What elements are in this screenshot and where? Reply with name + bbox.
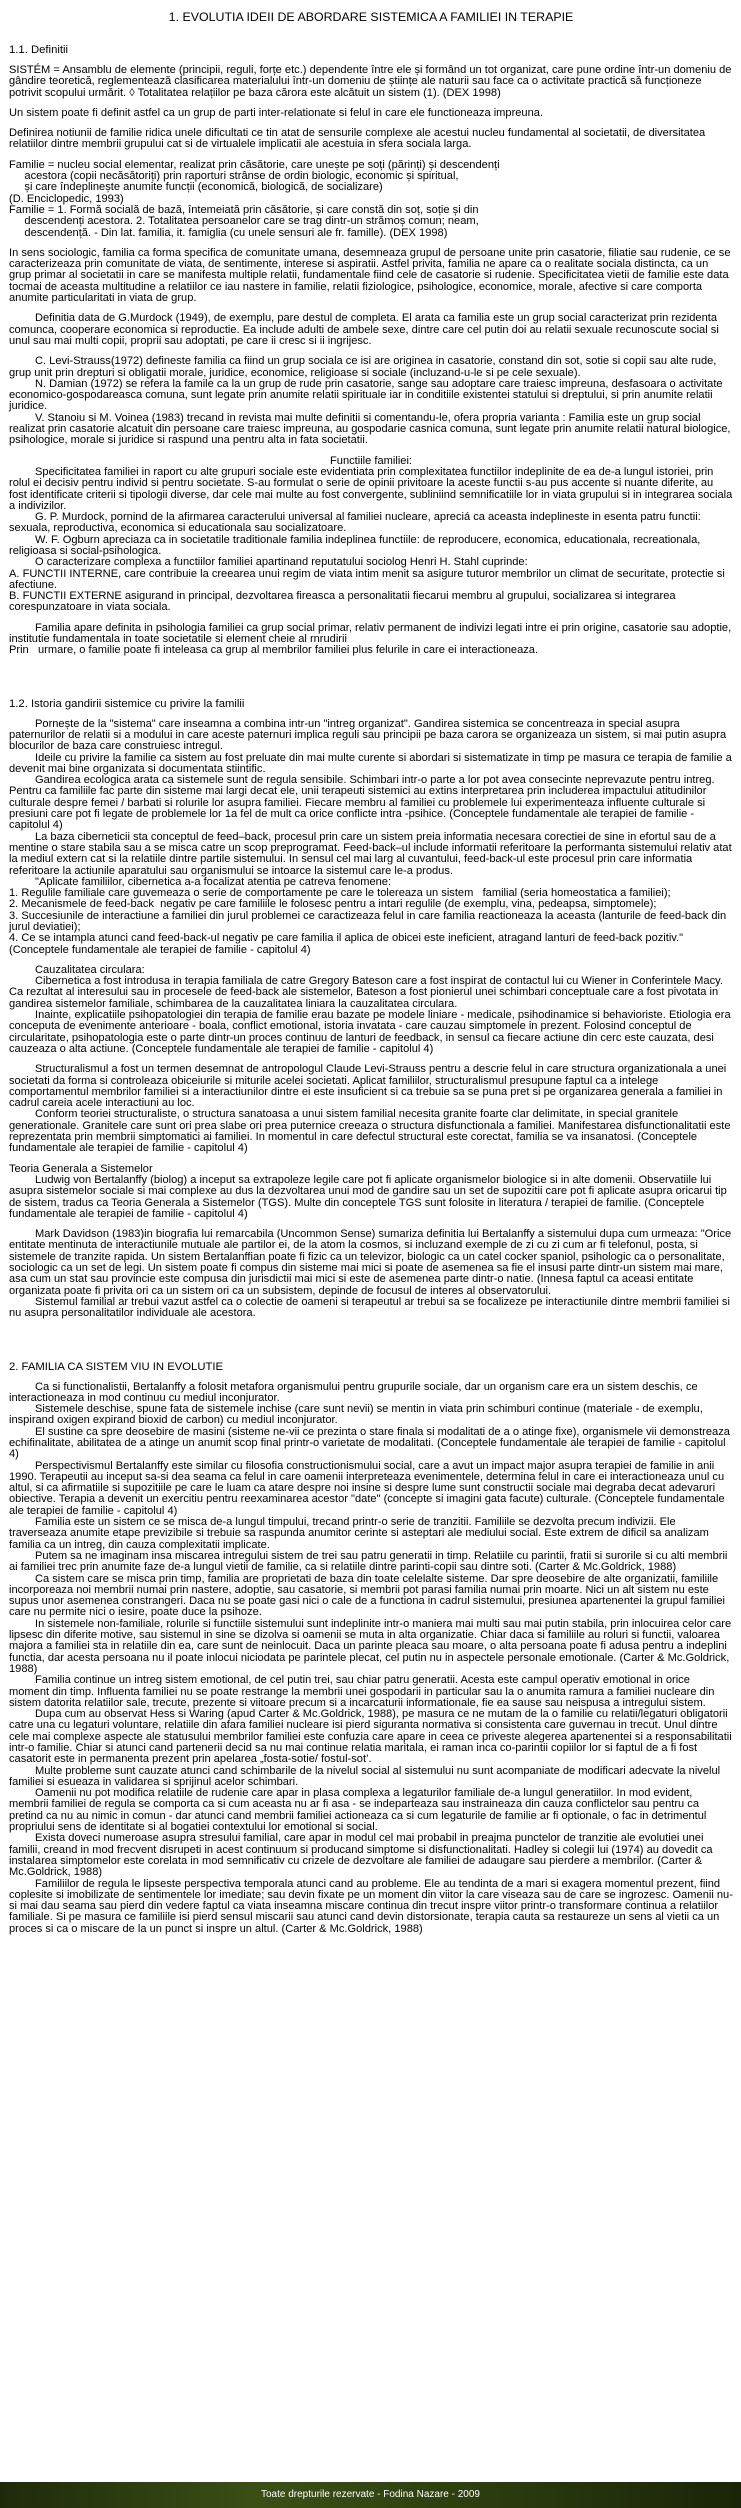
section-heading-familia: 2. FAMILIA CA SISTEM VIU IN EVOLUTIE: [9, 1360, 224, 1373]
paragraph: Ca si functionalistii, Bertalanffy a folosit metafora organismului pentru grupurile sociale, dar un organism care era un sistem deschis, ce interactioneaza in mod continuu cu mediul inconjurator.: [9, 1380, 698, 1404]
subheading-cauzalitate: Cauzalitatea circulara:: [35, 963, 145, 976]
paragraph: Cibernetica a fost introdusa in terapia familiala de catre Gregory Bateson care a fost inspirat de contactul lui cu Wiener in Conferintele Macy. Ca rezultat al interesului sau in procesele de feed-back ale sistemelor, Bateson a fost pionierul unei schimbari conceptuale care a fost pivotata in gandirea sistemelor familiale, schimbarea de la cauzalitatea liniara la cauzalitatea circulara.: [9, 975, 723, 1010]
paragraph: Multe probleme sunt cauzate atunci cand schimbarile de la nivelul social al sistemului nu sunt acompaniate de modificari adecvate la nivelul familiei si esueaza in validarea si sprijinul acelor schimbari.: [9, 1764, 721, 1788]
paragraph: G. P. Murdock, pornind de la afirmarea caracterului universal al familiei nucleare, apreciá ca aceasta indeplineste in esenta patru functii: sexuala, reproductiva, economica si educationala sau socializatoare.: [9, 511, 701, 535]
paragraph: Ideile cu privire la familie ca sistem au fost preluate din mai multe curente si abordari si sistematizate in timp pe masura ce terapia de familie a devenit mai bine organizata si documentata stiintific.: [9, 751, 732, 775]
paragraph: El sustine ca spre deosebire de masini (sisteme ne-vii ce prezinta o stare finala si modalitati de a o atinge fixe), organismele vii demonstreaza echifinalitate, abilitatea de a atinge un anumit scop final printr-o varietate de modalitati. (Conceptele fundamentale ale terapiei de familie - capitolul 4): [9, 1425, 730, 1461]
paragraph: Definitia data de G.Murdock (1949), de exemplu, pare destul de completa. El arata ca familia este un grup social caracterizat prin rezidenta comunca, cooperare economica si reproductie. Ea include adulti de ambele sexe, dintre care cel putin doi au relatii sexuale recunoscute social si unul sau mai multi copii, proprii sau adoptati, pe care ii cresc si ii ingrijesc.: [9, 312, 719, 347]
document-page: [9, 10, 733, 1935]
subheading-tgs: Teoria Generala a Sistemelor: [9, 1162, 153, 1175]
footer-copyright: Toate drepturile rezervate - Fodina Nazare - 2009: [260, 2489, 480, 2500]
paragraph: Perspectivismul Bertalanffy este similar cu filosofia constructionismului social, care a avut un impact major asupra terapiei de familie in anii 1990. Terapeutii au inceput sa-si dea seama ca felul in care oamenii interpreteaza evenimentele, determina felul in care ei interactioneaza unul cu altul, si ca afirmatiile si supozitiile pe care le luam ca atare despre noi insine si despre lume sunt constructii sociale mai degraba decat adevaruri obiective. Terapia a devenit un exercitiu pentru reexaminarea acestor "date" (concepte si imagini gata facute) culturale. (Conceptele fundamentale ale terapiei de familie - capitolul 4): [9, 1459, 725, 1517]
paragraph: Inainte, explicatiile psihopatologiei din terapia de familie erau bazate pe modele liniare - medicale, psihodinamice si behavioriste. Etiologia era conceputa de evenimente anterioare - boala, conflict emotional, istoria invatata - care cauzau simptomele in prezent. Folosind conceptul de circularitate, psihopatologia este o parte dintr-un proces continuu de lanturi de feedback, in sensul ca fiecare actiune din cerc este cauzata, desi cauzeaza o alta actiune. (Conceptele fundamentale ale terapiei de familie - capitolul 4): [9, 1009, 731, 1055]
footer-bar: [0, 2482, 741, 2508]
subheading-functii: Functiile familiei:: [330, 454, 412, 467]
document-title: 1. EVOLUTIA IDEII DE ABORDARE SISTEMICA A FAMILIEI IN TERAPIE: [168, 10, 574, 24]
section-heading-definitii: 1.1. Definitii: [9, 44, 69, 56]
paragraph: Definirea notiunii de familie ridica unele dificultati ce tin atat de sensurile complexe ale acestui nucleu fundamental al societatii, de diversitatea relatiilor dintre membrii grupului cat si de virtualele implicatii ale acestuia in sfera sociala larga.: [9, 127, 706, 151]
paragraph: Mark Davidson (1983)in biografia lui remarcabila (Uncommon Sense) sumariza definitia lui Bertalanffy a sistemului dupa cum urmeaza: "Orice entitate mentinuta de interactiunile mutuale ale partilor ei, de la atom la cosmos, si incluzand exemple de zi cu zi cum ar fi telefonul, posta, si sistemele de tranzite rapida. Un sistem Bertalanffian poate fi fizic ca un televizor, biologic ca un catel cocker spaniol, psihologic ca o personalitate, sociologic ca un set de legi. Un sistem poate fi compus din sisteme mai mici si poate de asemenea sa fie el insusi parte dintr-un sistem mai mare, asa cum un stat sau provincie este compusa din jurisdictii mai mici si este de asemenea parte dintr-o natie. (Innesa faptul ca aceasi entitate organizata poate fi privita ori ca un sistem ori ca un subsistem, depinde de focusul de interes al observatorului.: [9, 1228, 732, 1297]
paragraph: N. Damian (1972) se refera la famile ca la un grup de rude prin casatorie, sange sau adoptare care traiesc impreuna, desfasoara o activitate economico-gospodareasca comuna, sunt legate prin anumite relatii spirituale iar in conditiile existentei statului si dreptului, si prin anumite relatii juridice.: [9, 377, 723, 413]
paragraph: C. Levi-Strauss(1972) defineste familia ca fiind un grup sociala ce isi are originea in casatorie, constand din sot, sotie si copii sau alte rude, grup unit prin drepturi si obligatii morale, juridice, economice, religioase si sociale (incluzand-u-le si pe cele sexuale).: [9, 355, 717, 379]
paragraph: Un sistem poate fi definit astfel ca un grup de parti inter-relationate si felul in care ele functioneaza impreuna.: [9, 106, 544, 119]
paragraph: Gandirea ecologica arata ca sistemele sunt de regula sensibile. Schimbari intr-o parte a lor pot avea consecinte neprevazute pentru intreg. Pentru ca familiile fac parte din sisteme mai largi decat ele, unii terapeuti sistemici au extins interpretarea prin includerea impactului atitudinilor culturale despre femei / barbati si rolurile lor asupra familiei. Fiecare membru al familiei cu problemele lui experimenteaza influente culturale si presiuni care pot fi legate de problemele lor 1a fel de mult ca orice conflicte intra -psihice. (Conceptele fundamentale ale terapiei de familie - capitolul 4): [9, 774, 715, 832]
paragraph: Ca sistem care se misca prin timp, familia are proprietati de baza din toate celelalte sisteme. Dar spre deosebire de alte organizatii, familiile incorporeaza noi membrii numai prin nastere, adoptie, sau casatorie, si membrii pot parasi familia numai prin moarte. Nici un alt sistem nu este supus unor asemenea constrangeri. Daca nu se poate gasi nici o cale de a functiona in cadrul sistemului, presiunea apartenentei la grupul familiei care nu permite nici o iesire, poate duce la psihoze.: [9, 1572, 725, 1619]
paragraph: Exista doveci numeroase asupra stresului familial, care apar in modul cel mai probabil in preajma punctelor de tranzitie ale evolutiei unei familii, creand in mod frecvent disrupeti in acest continuum si producand simptome si disfunctionalitati. Hadley si colegii lui (1974) au dovedit ca instalarea simptomelor este corelata in mod semnificativ cu crizele de dezvoltare ale familiei de adaugare sau pierdere a membrilor. (Carter & Mc.Goldrick, 1988): [9, 1832, 713, 1879]
paragraph: Sistemele deschise, spune fata de sistemele inchise (care sunt nevii) se mentin in viata prin schimburi continue (materiale - de exemplu, inspirand oxigen expirand bioxid de carbon) cu mediul inconjurator.: [9, 1403, 703, 1427]
paragraph: Conform teoriei structuraliste, o structura sanatoasa a unui sistem familial necesita granite foarte clar delimitate, in special granitele generationale. Granitele care sunt ori prea slabe ori prea puternice creeaza o structura disfunctionala a familiei. Manifestarea disfunctionalitatii este reprezentata prin membrii simptomatici ai familiei. In momentul in care defectul structural este corectat, familia se va insanatosi. (Conceptele fundamentale ale terapiei de familie - capitolul 4): [9, 1108, 731, 1155]
paragraph: SISTÉM = Ansamblu de elemente (principii, reguli, forțe etc.) dependente între ele și formând un tot organizat, care pune ordine într-un domeniu de gândire teoretică, reglementează clasificarea materialului într-un domeniu de științe ale naturii sau face ca o activitate practică să funcționeze potrivit scopului urmărit. ◊ Totalitatea relațiilor pe baza cărora este alcătuit un sistem (1). (DEX 1998): [9, 64, 732, 99]
section-heading-istoria: 1.2. Istoria gandirii sistemice cu privire la familii: [9, 697, 245, 710]
paragraph: Structuralismul a fost un termen desemnat de antropologul Claude Levi-Strauss pentru a descrie felul in care structura organizationala a unei societati da forma si controleaza obiceiurile si miturile acelei societati. Aplicat familiilor, structuralismul presupune faptul ca a intelege comportamentul membrilor familiei si a interactiunilor dintre ei este insuficient si ca trebuie sa se puna pret si pe organizarea generala a familiei in cadrul careia acele interactiuni au loc.: [9, 1063, 727, 1110]
paragraph: V. Stanoiu si M. Voinea (1983) trecand in revista mai multe definitii si comentandu-le, ofera propria varianta : Familia este un grup social realizat prin casatorie alcatuit din persoane care traiesc impreuna, au gospodarie casnica comuna, sunt legate prin anumite relatii natural biologice, psihologice, morale si juridice si raspund una pentru alta in fata societatii.: [9, 411, 731, 447]
paragraph: In sistemele non-familiale, rolurile si functiile sistemului sunt indeplinite intr-o maniera mai multi sau mai putin stabila, prin inlocuirea celor care lipsesc din diferite motive, sau sistemul in sine se dizolva si oamenii se muta in alta organizatie. Chiar daca si familiile au roluri si functii, valoarea majora a familiei sta in relatiile din ea, care sunt de neinlocuit. Daca un parinte pleaca sau moare, o alta persoana poate fi adusa pentru a indeplini functia, dar acesta persoana nu il poate inlocui niciodata pe parintele plecat, cel putin nu in aspectele personale emotionale. (Carter & Mc.Goldrick, 1988): [9, 1617, 732, 1675]
paragraph: Pornește de la "sistema" care inseamna a combina intr-un "intreg organizat". Gandirea sistemica se concentreaza in special asupra paternurilor de relatii si a modului in care aceste paternuri implica reguli sau principii pe baza carora se organizeaza un sistem, si mai putin asupra blocurilor de baza care construiesc intregul.: [9, 717, 727, 753]
paragraph: Familia este un sistem ce se misca de-a lungul timpului, trecand printr-o serie de tranzitii. Familiile se dezvolta precum indivizii. Ele traverseaza anumite etape previzibile si trebuie sa raspunda anumitor cerinte si asteptari ale mediului social. Este extrem de dificil sa analizam familia ca un intreg, din cauza complexitatii implicate.: [9, 1516, 709, 1551]
paragraph: Oamenii nu pot modifica relatiile de rudenie care apar in plasa complexa a legaturilor familiale de-a lungul generatiilor. In mod evident, membrii familiei de regula se comporta ca si cum aceasta nu ar fi asa - se indeparteaza sau instraineaza din cauza conflictelor sau pentru ca pretind ca nu au nimic in comun - dar atunci cand membrii familiei actioneaza ca si cum legaturile de familie ar fi optionale, o fac in detrimentul propriului sens de identitate si al bogatiei contextului lor emotional si social.: [9, 1787, 707, 1834]
paragraph: La baza ciberneticii sta conceptul de feed–back, procesul prin care un sistem preia informatia necesara corectiei de sine in efortul sau de a mentine o stare stabila sau a se misca catre un scop preprogramat. Feed-back–ul include informatii referitoare la performanta sistemului relativ atat la mediul extern cat si la relatiile dintre partile sistemului. In sensul cel mai larg al cuvantului, feed-back-ul este procesul prin care informatia referitoare la actiunile aparatului sau organismului se intoarce la sistemul care le-a produs.: [9, 830, 732, 877]
paragraph: Familia apare definita in psihologia familiei ca grup social primar, relativ permanent de indivizi legati intre ei prin origine, casatorie sau adoptie, institutie fundamentala in toate societatile si element cheie al rnrudirii Prin urmare, o familie poate fi inteleasa ca grup al membrilor familiei plus felurile in care ei interactioneaza.: [9, 621, 732, 657]
paragraph: Familiilor de regula le lipseste perspectiva temporala atunci cand au probleme. Ele au tendinta de a mari si exagera momentul prezent, fiind coplesite si imobilizate de sentimentele lor imediate; sau devin fixate pe un moment din viitor la care viseaza sau de care se ingrozesc. Oamenii nu-si mai dau seama sau pierd din vedere faptul ca viata inseamna miscare continua din trecut inspre viitor printr-o transformare continua a relatiilor familiale. Si pe masura ce familiile isi pierd sensul miscarii sau atunci cand devin distorsionate, terapia cauta sa restaureze un sens al vietii ca un proces si ca o miscare de la un punct si inspre un altul. (Carter & Mc.Goldrick, 1988): [9, 1877, 733, 1935]
paragraph: Dupa cum au observat Hess si Waring (apud Carter & Mc.Goldrick, 1988), pe masura ce ne mutam de la o familie cu relatii/legaturi obligatorii catre una cu legaturi voluntare, relatiile din afara familiei nucleare isi pierd siguranta normativa si consistenta care guvernau in trecut. Unul dintre cele mai complexe aspecte ale statusului membrilor familiei este confuzia care apare in ceea ce priveste alegerea apartenentei si a responsabilitatii intr-o familie. Chiar si atunci cand partenerii decid sa nu mai continue relatia maritala, ei raman inca co-parintii copiilor lor si faptul de a fi fost casatorit este in permanenta prezent prin apelarea „fosta-sotie/ fostul-sot’.: [9, 1708, 732, 1766]
paragraph: In sens sociologic, familia ca forma specifica de comunitate umana, desemneaza grupul de persoane unite prin casatorie, filiatie sau rudenie, ce se caracterizeaza prin comunitate de viata, de sentimente, interese si aspiratii. Astfel privita, familia ne apare ca o realitate sociala distincta, ca un grup primar al societatii in care se manifesta multiple relatii, fundamentale fiind cele de casatorie si rudenie. Specificitatea vietii de familie este data tocmai de aceasta multitudine a relatiilor ce iau nastere in familie, relatii fiziologice, psihologice, economice, morale, afective si care comporta anumite particularitati in viata de grup.: [9, 246, 731, 305]
definition-block: Familie = nucleu social elementar, realizat prin căsătorie, care unește pe soți (părinți) și descendenți acestora (copii necăsătoriți) prin raporturi strânse de ordin biologic, economic și spiritual, și care îndeplinește anumite funcții (economică, biologică, de socializare) (D. Enciclopedic, 1993) Familie = 1. Formă socială de bază, întemeiată prin căsătorie, și care constă din soț, soție și din descendenți acestora. 2. Totalitatea persoanelor care se trag dintr-un strămoș comun; neam, descendență. - Din lat. familia, it. famiglia (cu unele sensuri ale fr. famille). (DEX 1998): [9, 158, 500, 239]
paragraph: Specificitatea familiei in raport cu alte grupuri sociale este evidentiata prin complexitatea functiilor indeplinite de ea de-a lungul istoriei, prin rolul ei decisiv pentru individ si pentru societate. S-au formulat o serie de opinii privitoare la aceste functii s-au pus accente si nuante diferite, au fost identificate criterii si tipologii diverse, dar cele mai multe au fost convergente, subliniind semnificatiile lor in viata grupului si in integrarea sociala a indivizilor.: [9, 465, 733, 512]
paragraph: Familia continue un intreg sistem emotional, de cel putin trei, sau chiar patru generatii. Acesta este campul operativ emotional in orice moment din timp. Influenta familiei nu se poate restrange la membrii unei gospodarii in particular sau la o anumita ramura a familiei nucleare din sistem datorita relatiilor sale, trecute, prezente si viitoare precum si a incarcaturii informationale, fie ea sause sau neispusa a intregului sistem.: [9, 1674, 715, 1709]
paragraph: W. F. Ogburn apreciaza ca in societatile traditionale familia indeplinea functiile: de reproducere, economica, educationala, recreationala, religioasa si social-psihologica.: [9, 533, 701, 557]
paragraph: Sistemul familial ar trebui vazut astfel ca o colectie de oameni si terapeutul ar trebui sa se focalizeze pe interactiunile dintre membrii familiei si nu asupra personalitatilor individuale ale acestora.: [9, 1295, 730, 1320]
paragraph: Ludwig von Bertalanffy (biolog) a inceput sa extrapoleze legile care pot fi aplicate organismelor biologice si in alte domenii. Observatiile lui asupra sistemelor sociale si mai complexe au dus la dezvoltarea unui mod de gandire sau un set de supozitii care pot fi aplicate asupra oricarui tip de sistem, tradus ca Teoria Generala a Sistemelor (TGS). Multe din conceptele TGS sunt folosite in literatura / terapiei de familie. (Conceptele fundamentale ale terapiei de familie - capitolul 4): [9, 1173, 727, 1220]
paragraph: "Aplicate familiilor, cibernetica a-a focalizat atentia pe catreva fenomene: 1. Regulile familiale care guvemeaza o serie de comportamente pe care le tolereaza un sistem familial (seria homeostatica a familiei); 2. Mecanismele de feed-back negativ pe care familiile le folosesc pentru a intari regulile (de exemplu, vina, pedeapsa, simptomele); 3. Succesiunile de interactiune a familiei din jurul problemei ce caractizeaza felul in care familia reactioneaza la aceasta (lanturile de feed-back din jurul deviatiei); 4. Ce se intampla atunci cand feed-back-ul negativ pe care familia il aplica de obicei este ineficient, atragand lanturi de feed-back pozitiv." (Conceptele fundamentale ale terapiei de familie - capitolul 4): [9, 875, 727, 956]
paragraph: Putem sa ne imaginam insa miscarea intregului sistem de trei sau patru generatii in timp. Relatiile cu parintii, fratii si surorile si cu alti membrii ai familiei trec prin anumite faze de-a lungul vietii de familie, ca si relatiile dintre parinti-copii sau dintre soti. (Carter & Mc.Goldrick, 1988): [9, 1549, 728, 1574]
paragraph: O caracterizare complexa a functiilor familiei apartinand reputatului sociolog Henri H. Stahl cuprinde: A. FUNCTII INTERNE, care contribuie la creearea unui regim de viata intim menit sa asigure tuturor membrilor un climat de securitate, protectie si afectiune. B. FUNCTII EXTERNE asigurand in principal, dezvoltarea fireasca a personalitatii fiecarui membru al grupului, socializarea si integrarea corespunzatoare in viata sociala.: [9, 556, 725, 614]
